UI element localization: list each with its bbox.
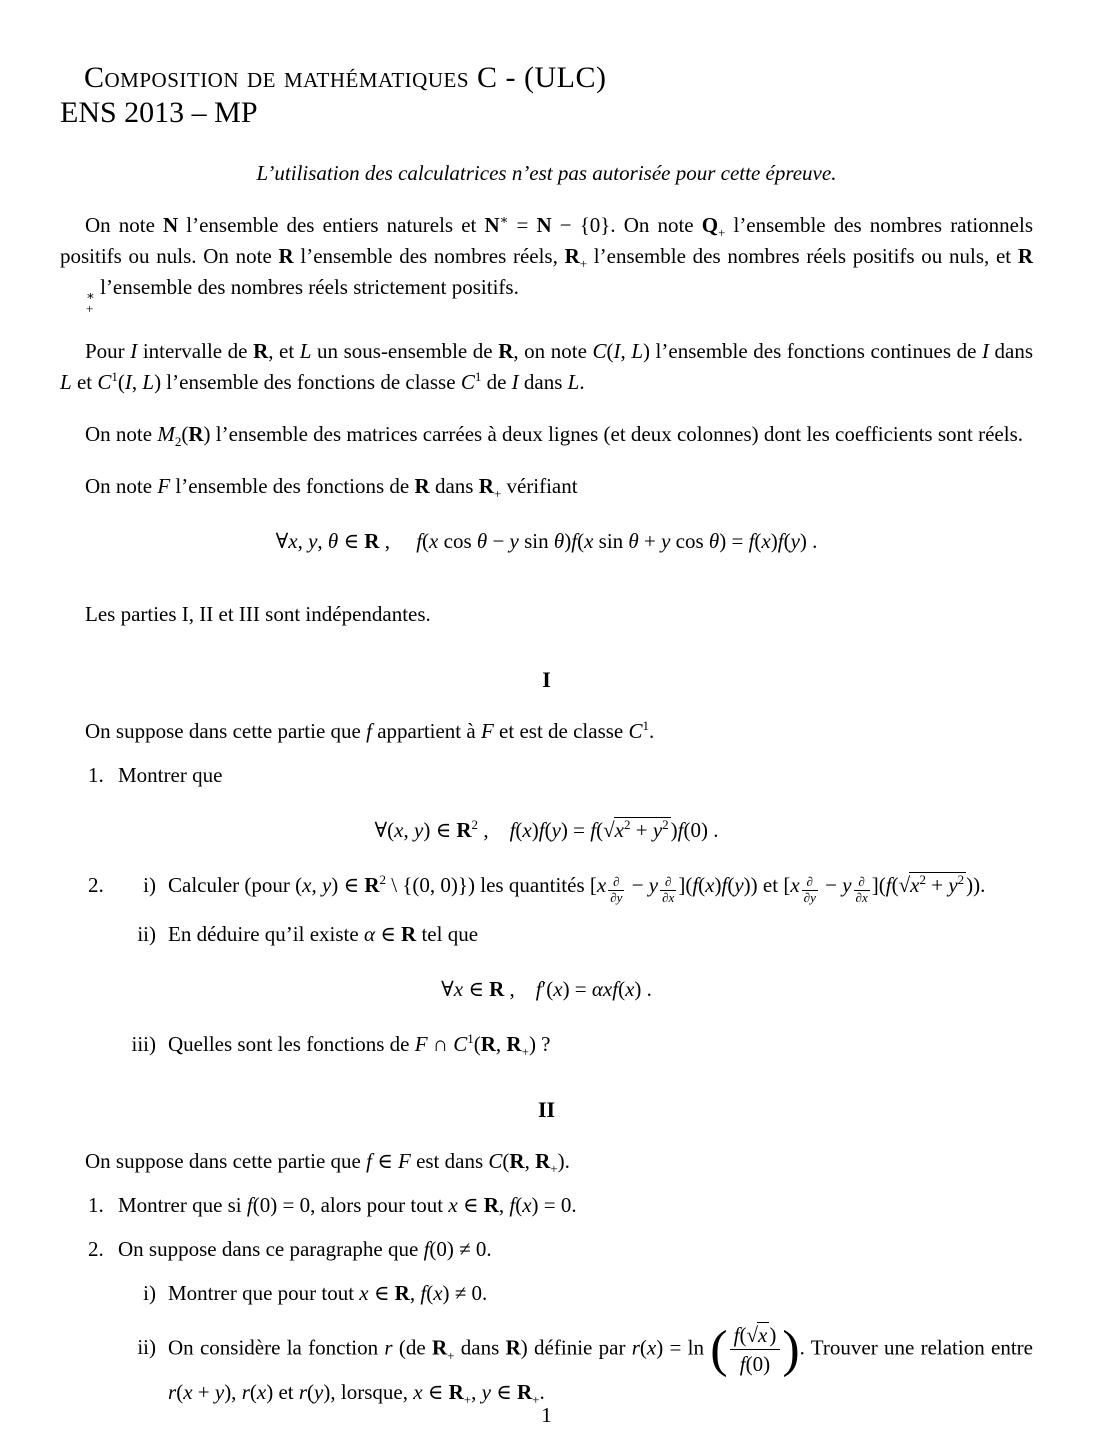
subitem-label: ii) — [137, 921, 156, 946]
independence-note: Les parties I, II et III sont indépendantes. — [85, 601, 431, 626]
item-label: 2. — [88, 872, 104, 897]
item-text: Montrer que — [118, 762, 223, 787]
item-text: Montrer que si f(0) = 0, alors pour tout x ∈ R, f(x) = 0. — [118, 1192, 577, 1217]
equation-functional: ∀x, y, θ ∈ R , f(x cos θ − y sin θ)f(x sin θ + y cos θ) = f(x)f(y) . — [275, 528, 818, 553]
document-title: Composition de mathématiques C - (ULC) — [84, 61, 607, 94]
item-text: Montrer que pour tout x ∈ R, f(x) ≠ 0. — [168, 1280, 488, 1305]
item-label: 1. — [88, 762, 104, 787]
document-subtitle: ENS 2013 – MP — [60, 96, 258, 129]
subitem-label: iii) — [131, 1031, 156, 1056]
item-label: 2. — [88, 1236, 104, 1261]
section-heading-I: I — [542, 666, 551, 692]
part1-question-1 — [88, 760, 1033, 791]
item-text: On considère la fonction r (de $R_+$ dans R) définie par r(x) = ln ( $\frac{f(√x)}{f(0)}$ ). Trouver une relation entre r(x + y), r(x) et r(y), lorsque, x ∈ $R_+$, y ∈ $R_+$. — [168, 1320, 1033, 1408]
item-text: En déduire qu’il existe α ∈ R tel que — [168, 921, 479, 946]
part1-intro: On suppose dans cette partie que f appartient à F et est de classe $C^1$. — [85, 717, 655, 743]
equation-q1: ∀(x, y) ∈ $R^2$ , $f(x)f(y) = f(√x^2 + y^2)f(0)$ . — [374, 816, 719, 842]
item-text: Calculer (pour (x, y) ∈ $R^2$ \ {(0, 0)}) les quantités [x ∂ ∂y − y ∂ ∂x ](f(x)f(y)) et [x ∂ ∂y − y ∂ ∂x ]$(f(√x^2 + y^2))$. — [168, 871, 986, 905]
preamble-paragraph-4: On note F l’ensemble des fonctions de R dans $R_+$ vérifiant — [85, 473, 578, 502]
part1-question-2ii — [118, 919, 1033, 950]
part2-question-1 — [88, 1190, 1033, 1221]
subitem-label: ii) — [137, 1335, 156, 1360]
item-label: 1. — [88, 1192, 104, 1217]
part2-question-2 — [88, 1234, 1033, 1265]
item-text: On suppose dans ce paragraphe que f(0) ≠ 0. — [118, 1236, 492, 1261]
subitem-label: i) — [143, 872, 156, 897]
calculator-notice: L’utilisation des calculatrices n’est pas autorisée pour cette épreuve. — [256, 161, 837, 185]
part2-intro: On suppose dans cette partie que f ∈ F est dans C(R, $R_+$). — [85, 1148, 570, 1176]
subitem-label: i) — [143, 1280, 156, 1305]
preamble-paragraph-1: On note N l’ensemble des entiers naturels et N∗ = N − {0}. On note $Q_+$ l’ensemble des nombres rationnels positifs ou nuls. On note R l’ensemble des nombres réels, $R_+$ l’ensemble des nombres réels positifs ou nuls, et R ∗ + l’ensemble des nombres réels strictement positifs. — [60, 212, 1034, 316]
preamble-paragraph-2: Pour I intervalle de R, et L un sous-ensemble de R, on note C(I, L) l’ensemble des fonctions continues de I dans L et $C^1(I$, L) l’ensemble des fonctions de classe $C^1$ de I dans L. — [60, 338, 1034, 394]
part2-question-2i — [118, 1278, 1033, 1309]
part1-question-2iii — [118, 1029, 1033, 1060]
section-heading-II: II — [537, 1096, 556, 1122]
equation-q2ii: ∀x ∈ R , f′(x) = αxf(x) . — [441, 976, 652, 1001]
item-text: Quelles sont les fonctions de F ∩ $C^1(R$, $R_+$) ? — [168, 1030, 551, 1059]
part2-question-2ii — [118, 1322, 1033, 1409]
preamble-paragraph-3: On note $M_2(R)$ l’ensemble des matrices carrées à deux lignes (et deux colonnes) dont les coefficients sont réels. — [85, 421, 1023, 450]
page-number: 1 — [541, 1403, 552, 1427]
title-block — [60, 60, 1033, 131]
part1-question-2i — [88, 870, 1033, 906]
